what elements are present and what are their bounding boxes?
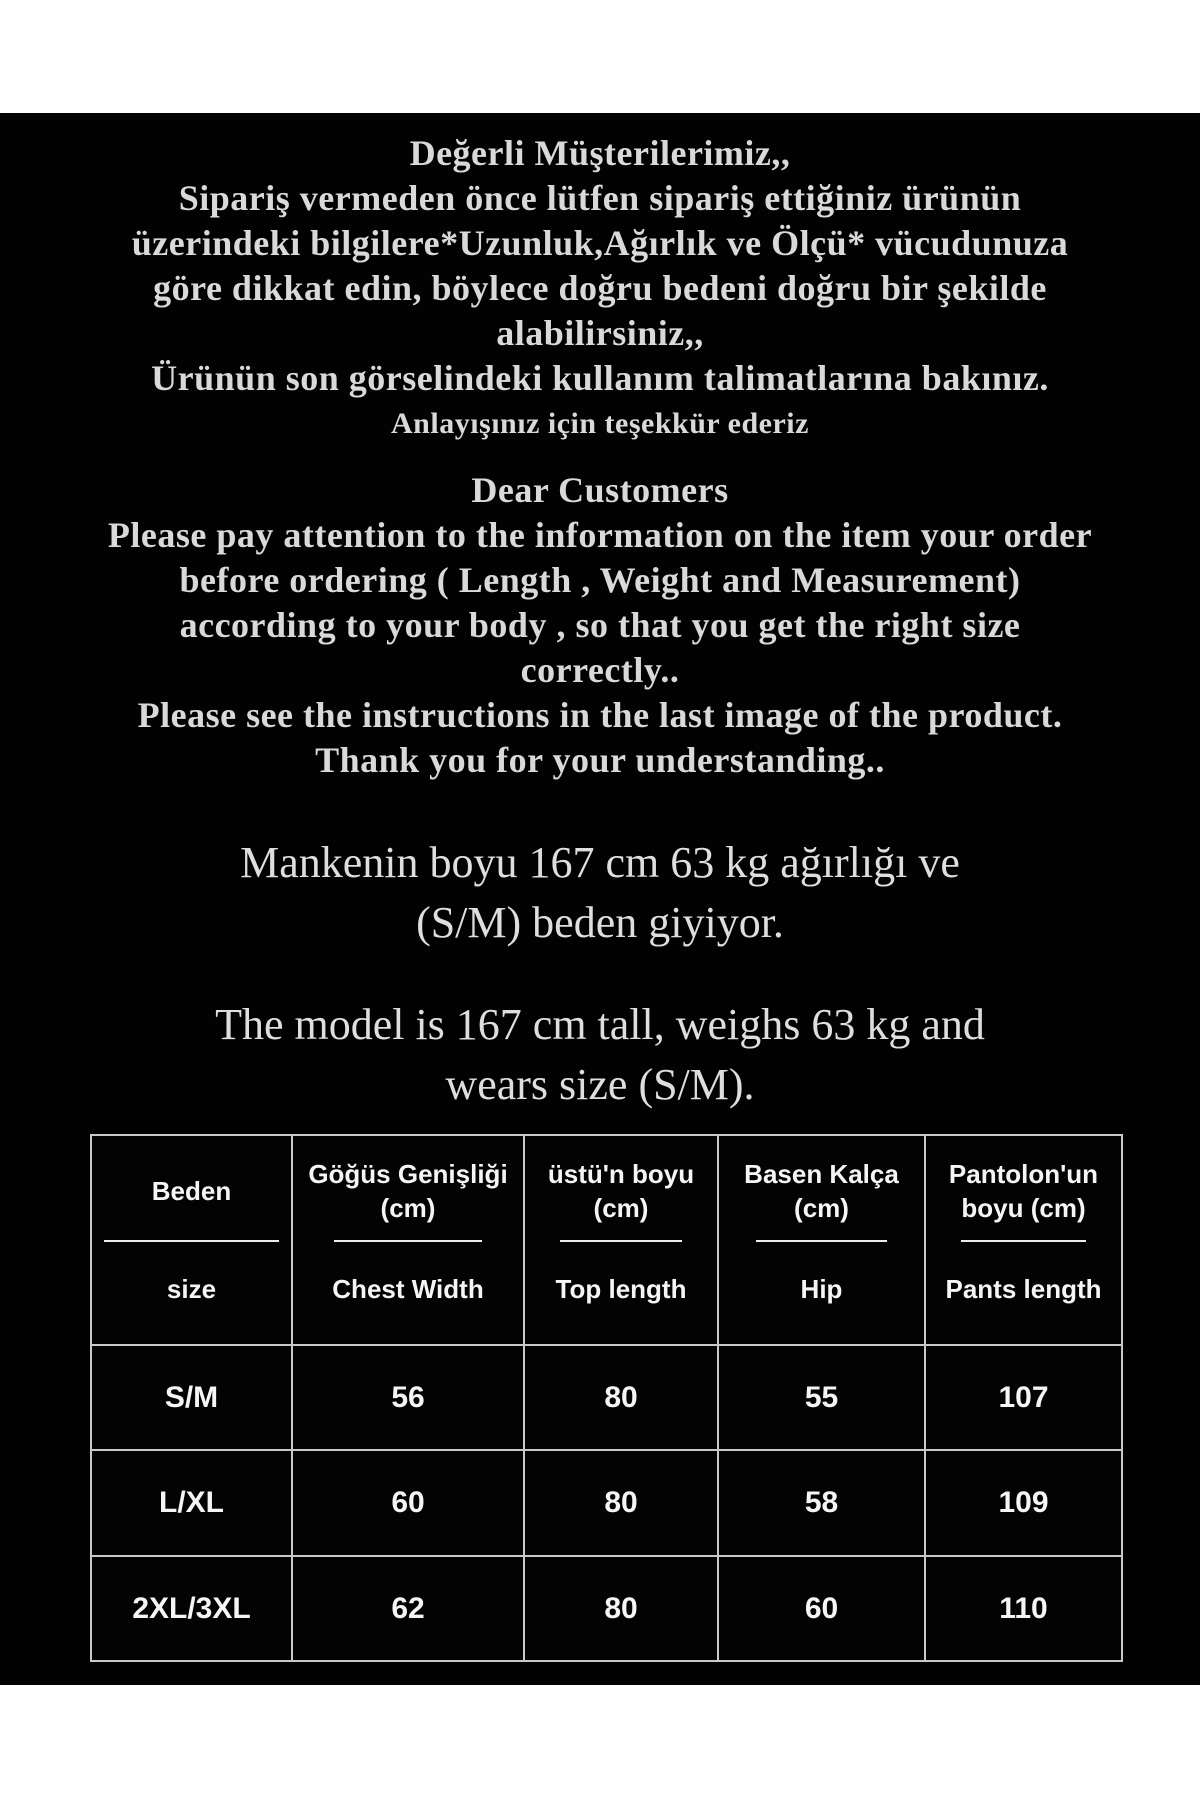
notice-line-en-1: Dear Customers [471,470,729,510]
table-cell-chest: 62 [293,1557,523,1660]
model-info-en-line-1: The model is 167 cm tall, weighs 63 kg and [215,1000,985,1049]
notice-line-en-5: correctly.. [520,650,680,690]
notice-line-tr-7: Anlayışınız için teşekkür ederiz [391,407,809,440]
english-notice [0,468,1200,783]
header-label-tr: üstü'n boyu [547,1159,695,1189]
header-label-en: Top length [555,1274,687,1304]
table-cell-top-length: 80 [525,1346,717,1449]
table-cell-top-length: 80 [525,1557,717,1660]
header-divider [104,1240,280,1242]
model-info-turkish [0,833,1200,953]
table-cell-chest: 60 [293,1451,523,1555]
size-table [90,1134,1123,1662]
notice-line-en-7: Thank you for your understanding.. [315,740,885,780]
header-divider [560,1240,682,1242]
notice-line-tr-6: Ürünün son görselindeki kullanım talimatlarına bakınız. [151,358,1049,398]
header-label-tr-2: (cm) [380,1193,436,1223]
product-info-panel [0,113,1200,1685]
header-label-tr: Basen Kalça [744,1159,899,1189]
notice-line-en-4: according to your body , so that you get the right size [179,605,1021,645]
table-cell-size: L/XL [92,1451,291,1555]
header-label-tr-2: boyu (cm) [961,1193,1086,1223]
notice-line-tr-4: göre dikkat edin, böylece doğru bedeni doğru bir şekilde [153,268,1047,308]
size-table-header-chest [293,1136,523,1344]
notice-line-tr-1: Değerli Müşterilerimiz,, [409,133,791,173]
notice-line-en-2: Please pay attention to the information on the item your order [107,515,1093,555]
notice-line-tr-2: Sipariş vermeden önce lütfen sipariş ettiğiniz ürünün [178,178,1022,218]
header-label-en: Hip [800,1274,843,1304]
size-table-header-top-length [525,1136,717,1344]
table-cell-pants-length: 110 [926,1557,1121,1660]
model-info-tr-line-2: (S/M) beden giyiyor. [416,898,784,947]
header-label-en: Pants length [945,1274,1102,1304]
header-label-tr: Göğüs Genişliği [308,1159,508,1189]
table-cell-top-length: 80 [525,1451,717,1555]
size-table-header-size [92,1136,291,1344]
notice-line-tr-5: alabilirsiniz,, [496,313,704,353]
table-cell-size: S/M [92,1346,291,1449]
table-cell-hip: 55 [719,1346,924,1449]
table-cell-hip: 60 [719,1557,924,1660]
header-divider [756,1240,887,1242]
header-label-en: size [166,1274,217,1304]
header-divider [334,1240,482,1242]
table-cell-pants-length: 107 [926,1346,1121,1449]
header-label-tr-2: (cm) [593,1193,649,1223]
turkish-notice [0,131,1200,446]
table-cell-pants-length: 109 [926,1451,1121,1555]
table-cell-chest: 56 [293,1346,523,1449]
header-label-tr: Pantolon'un [948,1159,1099,1189]
notice-line-tr-3: üzerindeki bilgilere*Uzunluk,Ağırlık ve Ölçü* vücudunuza [131,223,1069,263]
model-info-english [0,995,1200,1115]
notice-line-en-6: Please see the instructions in the last image of the product. [137,695,1063,735]
size-table-header-hip [719,1136,924,1344]
table-cell-hip: 58 [719,1451,924,1555]
header-divider [961,1240,1085,1242]
header-label-tr: Beden [151,1176,232,1206]
header-label-en: Chest Width [332,1274,484,1304]
size-table-header-pants-length [926,1136,1121,1344]
model-info-en-line-2: wears size (S/M). [445,1060,755,1109]
table-cell-size: 2XL/3XL [92,1557,291,1660]
header-label-tr-2: (cm) [794,1193,849,1223]
model-info-tr-line-1: Mankenin boyu 167 cm 63 kg ağırlığı ve [240,838,960,887]
notice-line-en-3: before ordering ( Length , Weight and Measurement) [179,560,1021,600]
